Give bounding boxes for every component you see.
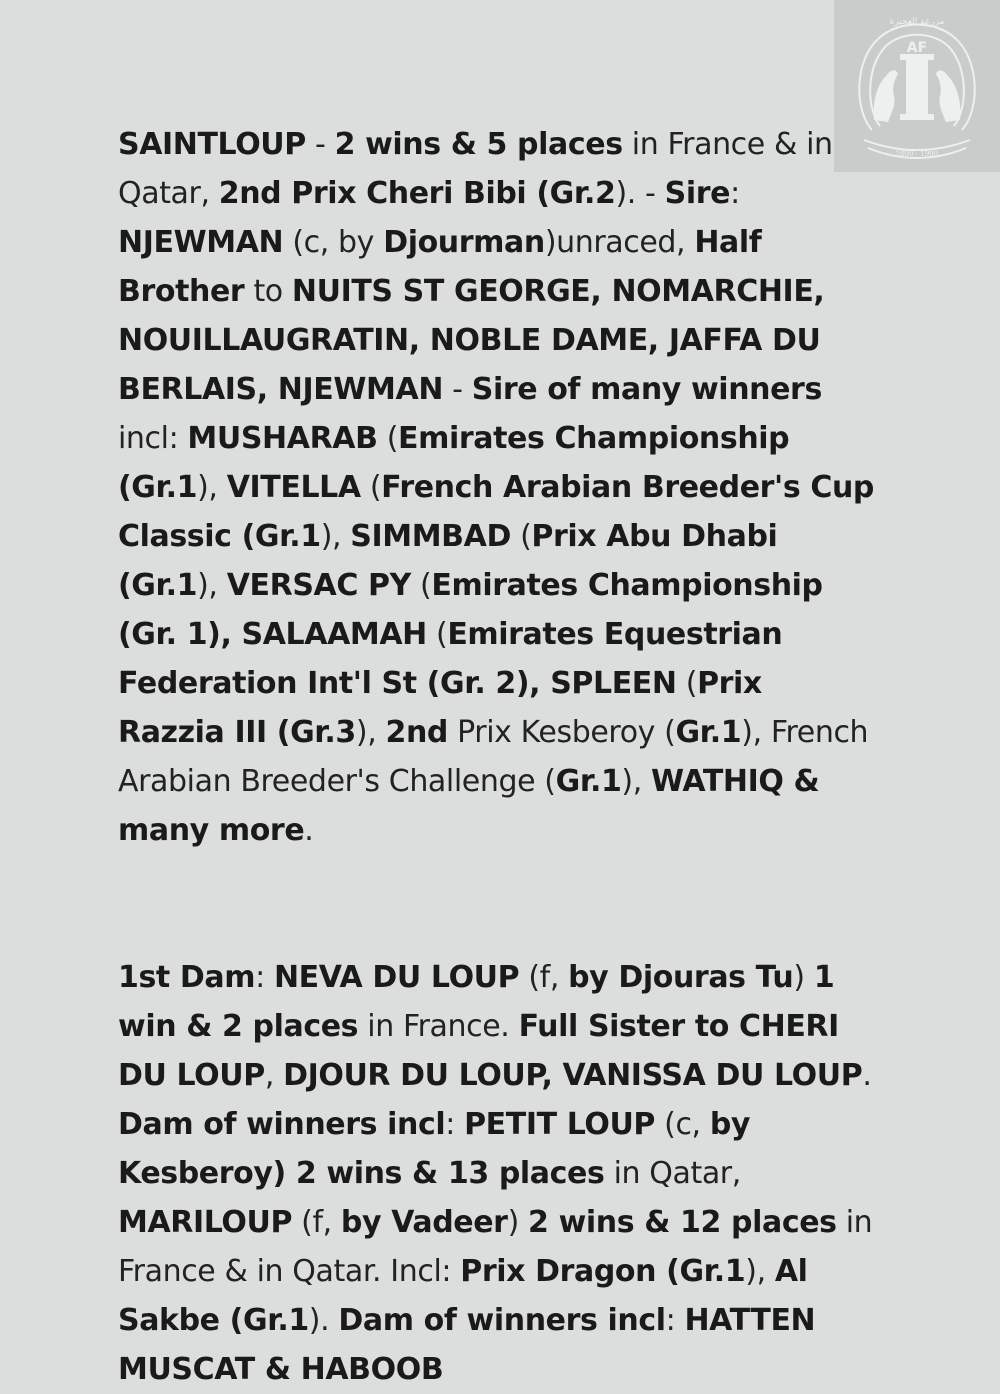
bold-text-run: Al Sakbe (Gr.1 — [118, 1254, 808, 1338]
bold-text-run: WATHIQ & many more — [118, 764, 820, 848]
text-run: ), — [197, 470, 227, 505]
dam-paragraph — [118, 953, 878, 1394]
bold-text-run: PETIT LOUP — [464, 1107, 655, 1142]
bold-text-run: Emirates Championship (Gr.1 — [118, 421, 790, 505]
text-run: in France & in Qatar, — [118, 127, 833, 211]
text-run: : — [665, 1303, 685, 1338]
bold-text-run: by Vadeer — [340, 1205, 508, 1240]
text-run: : — [445, 1107, 465, 1142]
text-run: ), — [320, 519, 351, 554]
text-run: ( — [377, 421, 399, 456]
bold-text-run: Sire of many winners — [471, 372, 822, 407]
text-run: ), — [355, 715, 386, 750]
text-run: ), — [197, 568, 227, 603]
text-run: (f, — [519, 960, 569, 995]
text-run: (c, by — [283, 225, 384, 260]
text-run: ), — [745, 1254, 775, 1289]
bold-text-run: Prix Razzia III (Gr.3 — [118, 666, 762, 750]
bold-text-run: 2nd — [385, 715, 448, 750]
text-run: , — [264, 1058, 284, 1093]
text-run: ( — [426, 617, 448, 652]
text-run: )unraced, — [544, 225, 695, 260]
bold-text-run: SAINTLOUP — [118, 127, 306, 162]
bold-text-run: NEVA DU LOUP — [273, 960, 520, 995]
bold-text-run: Djourman — [383, 225, 545, 260]
text-run: - — [443, 372, 472, 407]
text-run: ( — [676, 666, 698, 701]
bold-text-run: 2 wins & 5 places — [334, 127, 623, 162]
bold-text-run: Dam of winners incl — [118, 1107, 446, 1142]
text-run: . — [304, 813, 314, 848]
text-run: (c, — [655, 1107, 710, 1142]
bold-text-run: NUITS ST GEORGE, NOMARCHIE, NOUILLAUGRATIN, NOBLE DAME, JAFFA DU BERLAIS, NJEWMAN — [118, 274, 825, 407]
logo-initials: AF — [906, 40, 928, 56]
bold-text-run: MUSHARAB — [187, 421, 378, 456]
bold-text-run: VITELLA — [226, 470, 361, 505]
pedigree-text — [118, 120, 878, 1394]
text-run: ) — [507, 1205, 529, 1240]
bold-text-run: VERSAC PY — [226, 568, 411, 603]
bold-text-run: Prix Dragon (Gr.1 — [460, 1254, 746, 1289]
bold-text-run: MARILOUP — [118, 1205, 293, 1240]
bold-text-run: Half Brother — [118, 225, 762, 309]
text-run: - — [305, 127, 335, 162]
text-run: ). - — [615, 176, 665, 211]
bold-text-run: DJOUR DU LOUP, VANISSA DU LOUP — [283, 1058, 863, 1093]
text-run: in Qatar, — [604, 1156, 741, 1191]
sire-paragraph — [118, 120, 878, 855]
bold-text-run: Full Sister to CHERI DU LOUP — [118, 1009, 839, 1093]
bold-text-run: Gr.1 — [555, 764, 622, 799]
bold-text-run: Sire — [664, 176, 731, 211]
bold-text-run: by Kesberoy) 2 wins & 13 places — [118, 1107, 751, 1191]
bold-text-run: SIMMBAD — [350, 519, 511, 554]
text-run: ). — [308, 1303, 339, 1338]
text-run: ( — [360, 470, 382, 505]
text-run: Prix Kesberoy ( — [448, 715, 676, 750]
text-run: : — [730, 176, 740, 211]
bold-text-run: Prix Abu Dhabi (Gr.1 — [118, 519, 778, 603]
text-run: to — [244, 274, 292, 309]
bold-text-run: 2 wins & 12 places — [528, 1205, 837, 1240]
bold-text-run: NJEWMAN — [118, 225, 284, 260]
text-run: (f, — [292, 1205, 341, 1240]
bold-text-run: Emirates Equestrian Federation Int'l St (Gr. 2), SPLEEN — [118, 617, 783, 701]
text-run: ), — [621, 764, 651, 799]
text-run: . — [862, 1058, 872, 1093]
bold-text-run: Gr.1 — [675, 715, 742, 750]
bold-text-run: Dam of winners incl — [338, 1303, 666, 1338]
logo-arabic-text: مزرعة العجيرة — [889, 17, 945, 27]
text-run: ), French Arabian Breeder's Challenge ( — [118, 715, 869, 799]
text-run: : — [255, 960, 274, 995]
bold-text-run: 1 win & 2 places — [118, 960, 835, 1044]
text-run: incl: — [118, 421, 188, 456]
bold-text-run: HATTEN MUSCAT & HABOOB — [118, 1303, 816, 1387]
bold-text-run: Emirates Championship (Gr. 1), SALAAMAH — [118, 568, 823, 652]
text-run: ( — [510, 519, 532, 554]
bold-text-run: by Djouras Tu — [568, 960, 794, 995]
bold-text-run: 1st Dam — [118, 960, 256, 995]
text-run: ) — [793, 960, 814, 995]
bold-text-run: French Arabian Breeder's Cup Classic (Gr.1 — [118, 470, 874, 554]
logo-years: 2000 - 1990 — [895, 150, 939, 158]
bold-text-run: 2nd Prix Cheri Bibi (Gr.2 — [218, 176, 616, 211]
text-run: ( — [410, 568, 432, 603]
text-run: in France & in Qatar. Incl: — [118, 1205, 873, 1289]
text-run: in France. — [358, 1009, 519, 1044]
